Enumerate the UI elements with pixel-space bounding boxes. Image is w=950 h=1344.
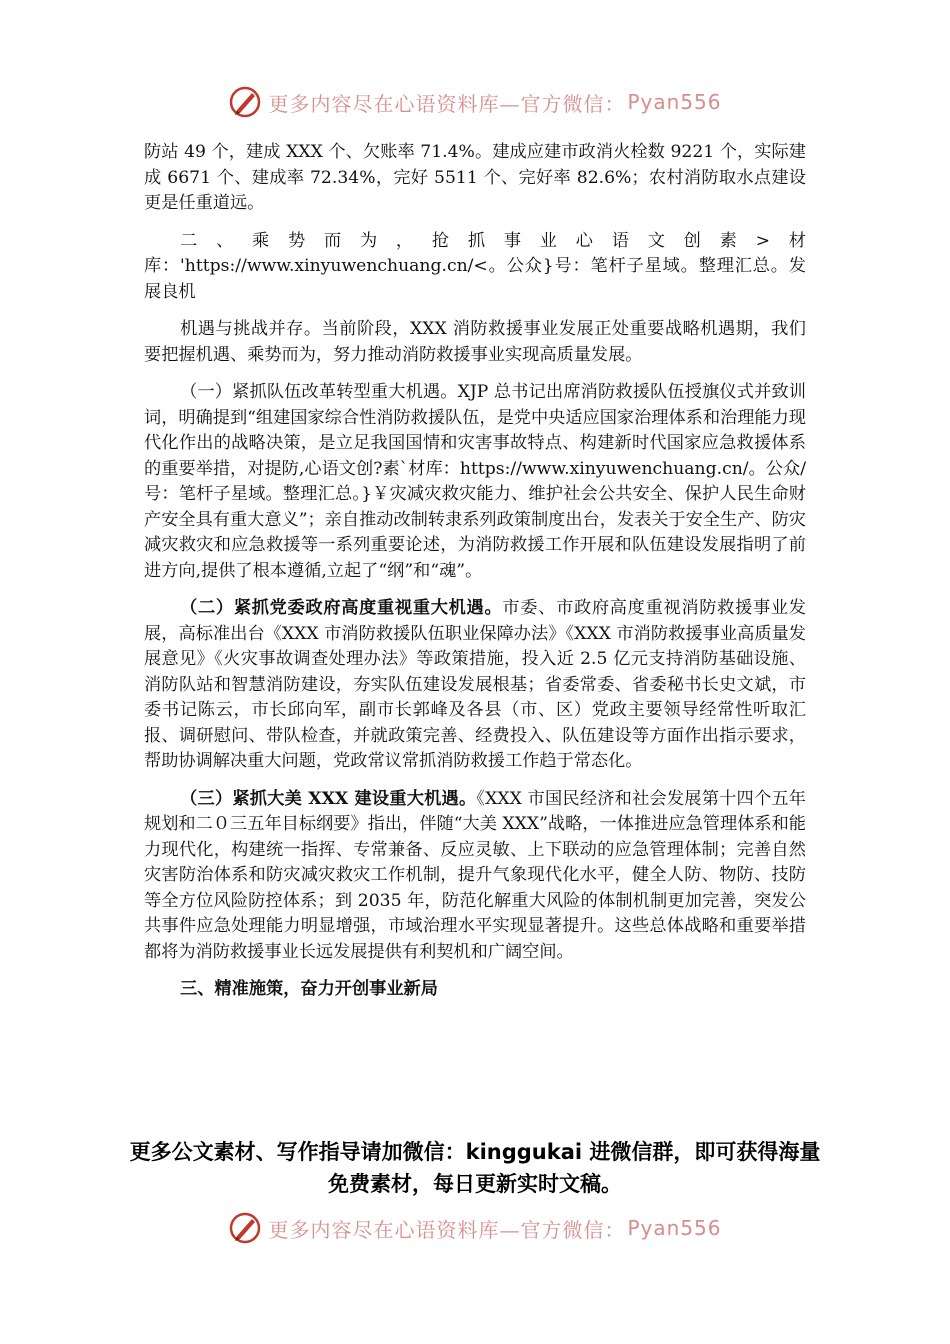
paragraph-6-lead: （三）紧抓大美 XXX 建设重大机遇。 [180,788,477,809]
paragraph-3: 机遇与挑战并存。当前阶段，XXX 消防救援事业发展正处重要战略机遇期，我们要把握机遇、乘势而为，努力推动消防救援事业实现高质量发展。 [144,319,806,365]
banner-text: 更多内容尽在心语资料库—官方微信： [268,1217,626,1242]
section-heading-3: 三、精准施策，奋力开创事业新局 [180,979,438,999]
paragraph-6-text: 《XXX 市国民经济和社会发展第十四个五年规划和二０三五年目标纲要》指出，伴随“大美 XXX”战略，一体推进应急管理体系和能力现代化，构建统一指挥、专常兼备、反应灵敏、上下联动的应急管理体制；完善自然灾害防治体系和防灾减灾救灾工作机制，提升气象现代化水平，健全人防、物防、技防等全方位风险防控体系；到 2035 年，防范化解重大风险的体制机制更加完善，突发公共事件应急处理能力明显增强，市域治理水平实现显著提升。这些总体战略和重要举措都将为消防救援事业长远发展提供有利契机和广阔空间。 [144,788,806,962]
watermark-banner-top [0,82,950,122]
footer-promo-note: 更多公文素材、写作指导请加微信：kinggukai 进微信群，即可获得海量免费素材，每日更新实时文稿。 [129,1140,821,1196]
watermark-banner-bottom [0,1208,950,1248]
pen-circle-logo-icon [228,85,262,119]
paragraph-5-lead: （二）紧抓党委政府高度重视重大机遇。 [180,598,503,618]
section-heading-2: 二、乘势而为，抢抓事业心语文创素>材库：'https://www.xinyuwenchuang.cn/<。公众}号：笔杆子星域。整理汇总。发展良机 [144,230,806,302]
paragraph-5 [144,596,806,775]
document-body [144,140,806,1003]
banner-handle: Pyan556 [627,1216,722,1240]
paragraph-1: 防站 49 个，建成 XXX 个、欠账率 71.4%。建成应建市政消火栓数 9221 个，实际建成 6671 个、建成率 72.34%，完好 5511 个、完好率 82.6%；农村消防取水点建设更是任重道远。 [144,142,806,213]
banner-text: 更多内容尽在心语资料库—官方微信： [268,91,626,116]
banner-handle: Pyan556 [627,90,722,114]
paragraph-6 [144,787,806,966]
paragraph-4: （一）紧抓队伍改革转型重大机遇。XJP 总书记出席消防救援队伍授旗仪式并致训词，明确提到“组建国家综合性消防救援队伍，是党中央适应国家治理体系和治理能力现代化作出的战略决策，是立足我国国情和灾害事故特点、构建新时代国家应急救援体系的重要举措，对提防,心语文创?素`材库：https://www.xinyuwenchuang.cn/。公众/号：笔杆子星域。整理汇总。}￥灾减灾救灾能力、维护社会公共安全、保护人民生命财产安全具有重大意义”；亲自推动改制转隶系列政策制度出台，发表关于安全生产、防灾减灾救灾和应急救援等一系列重要论述，为消防救援工作开展和队伍建设发展指明了前进方向,提供了根本遵循,立起了“纲”和“魂”。 [144,382,806,581]
paragraph-5-text: 市委、市政府高度重视消防救援事业发展，高标准出台《XXX 市消防救援队伍职业保障办法》《XXX 市消防救援事业高质量发展意见》《火灾事故调查处理办法》等政策措施，投入近 2.5 亿元支持消防基础设施、消防队站和智慧消防建设，夯实队伍建设发展根基；省委常委、省委秘书长史文斌，市委书记陈云，市长邱向军，副市长郭峰及各县（市、区）党政主要领导经常性听取汇报、调研慰问、带队检查，并就政策完善、经费投入、队伍建设等方面作出指示要求，帮助协调解决重大问题，党政常议常抓消防救援工作趋于常态化。 [144,598,806,771]
pen-circle-logo-icon [228,1211,262,1245]
